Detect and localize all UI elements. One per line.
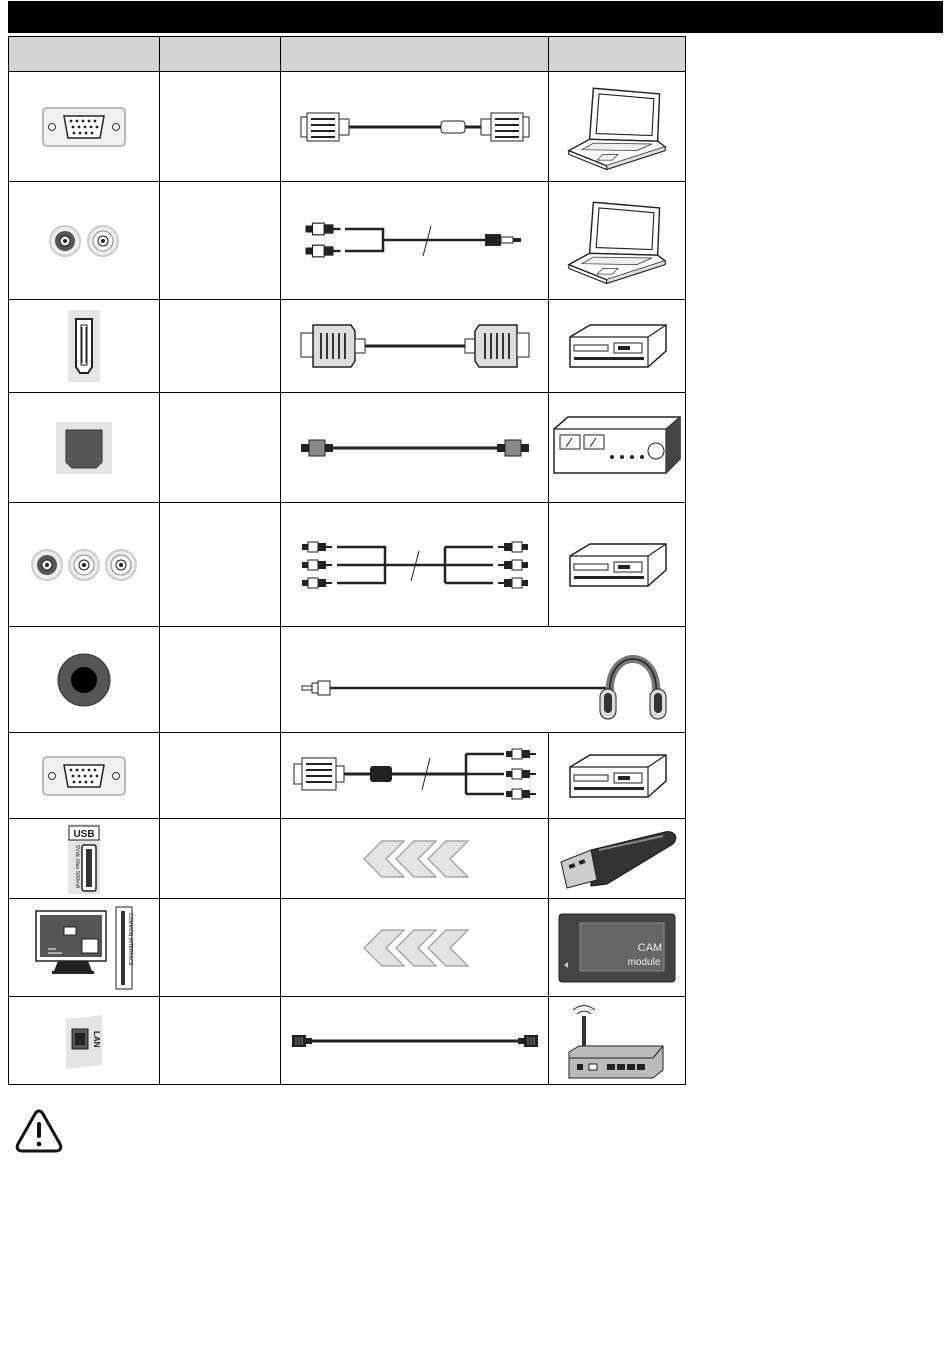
optical-port-icon bbox=[56, 422, 112, 474]
table-row bbox=[9, 819, 686, 899]
connector-cell bbox=[9, 627, 160, 733]
connector-cell bbox=[9, 503, 160, 627]
cable-cell bbox=[281, 733, 549, 819]
cable-cell bbox=[281, 182, 549, 300]
component-port-icon bbox=[29, 548, 139, 582]
device-cell bbox=[549, 997, 686, 1085]
type-cell bbox=[160, 182, 281, 300]
cam-module-label: module bbox=[627, 956, 661, 968]
dvd-player-icon bbox=[562, 751, 672, 801]
type-cell bbox=[160, 300, 281, 393]
optical-cable-icon bbox=[295, 433, 535, 463]
type-cell bbox=[160, 997, 281, 1085]
lan-port-icon bbox=[64, 1013, 104, 1069]
dvd-player-icon bbox=[562, 321, 672, 371]
device-cell bbox=[549, 300, 686, 393]
dvd-player-icon bbox=[562, 540, 672, 590]
device-cell bbox=[549, 182, 686, 300]
table-row bbox=[9, 72, 686, 182]
vga-to-component-cable-icon bbox=[290, 744, 540, 808]
ci-side-label: COMMON INTERFACE bbox=[127, 912, 133, 966]
header-type bbox=[160, 37, 281, 72]
component-cable-icon bbox=[293, 539, 537, 591]
table-row bbox=[9, 503, 686, 627]
router-icon bbox=[565, 1002, 669, 1080]
laptop-icon bbox=[565, 84, 669, 170]
cable-cell bbox=[281, 819, 549, 899]
header-connector bbox=[9, 37, 160, 72]
device-cell bbox=[549, 733, 686, 819]
hdmi-cable-icon bbox=[295, 319, 535, 373]
cam-module-icon bbox=[558, 913, 676, 983]
device-cell bbox=[549, 72, 686, 182]
type-cell bbox=[160, 627, 281, 733]
cam-label: CAM bbox=[637, 941, 663, 954]
usb-port-icon bbox=[67, 823, 101, 895]
cable-cell bbox=[281, 393, 549, 503]
type-cell bbox=[160, 393, 281, 503]
laptop-icon bbox=[565, 198, 669, 284]
header-device bbox=[549, 37, 686, 72]
device-cell bbox=[549, 899, 686, 997]
cable-cell bbox=[281, 72, 549, 182]
headphones-icon bbox=[600, 659, 666, 719]
headphone-jack-icon bbox=[56, 652, 112, 708]
cable-cell bbox=[281, 503, 549, 627]
connector-cell bbox=[9, 393, 160, 503]
type-cell bbox=[160, 733, 281, 819]
vga-port-icon bbox=[42, 756, 126, 796]
rca-audio-port-icon bbox=[47, 224, 121, 258]
connections-table bbox=[8, 36, 686, 1085]
cable-cell bbox=[281, 627, 686, 733]
table-row bbox=[9, 300, 686, 393]
usb-label: USB bbox=[73, 828, 95, 840]
usb-stick-icon bbox=[555, 828, 679, 890]
connector-cell bbox=[9, 72, 160, 182]
table-row bbox=[9, 899, 686, 997]
audio-amplifier-icon bbox=[552, 415, 682, 481]
rca-to-minijack-cable-icon bbox=[295, 216, 535, 266]
connector-cell bbox=[9, 733, 160, 819]
vga-cable-icon bbox=[295, 105, 535, 149]
device-cell bbox=[549, 819, 686, 899]
type-cell bbox=[160, 819, 281, 899]
type-cell bbox=[160, 899, 281, 997]
table-row bbox=[9, 182, 686, 300]
ethernet-cable-icon bbox=[288, 1029, 542, 1053]
insert-arrows-icon bbox=[360, 839, 470, 879]
connector-cell bbox=[9, 997, 160, 1085]
vga-port-icon bbox=[42, 107, 126, 147]
type-cell bbox=[160, 72, 281, 182]
table-row bbox=[9, 393, 686, 503]
cable-cell bbox=[281, 300, 549, 393]
table-row bbox=[9, 733, 686, 819]
connector-cell bbox=[9, 182, 160, 300]
lan-label: LAN bbox=[92, 1030, 101, 1047]
table-row bbox=[9, 997, 686, 1085]
cable-cell bbox=[281, 899, 549, 997]
section-header-bar bbox=[8, 1, 943, 33]
connector-cell bbox=[9, 899, 160, 997]
table-header-row bbox=[9, 37, 686, 72]
cable-cell bbox=[281, 997, 549, 1085]
device-cell bbox=[549, 393, 686, 503]
warning-triangle-icon bbox=[14, 1108, 64, 1154]
header-cables bbox=[281, 37, 549, 72]
type-cell bbox=[160, 503, 281, 627]
table-row bbox=[9, 627, 686, 733]
headphone-cable-icon bbox=[288, 637, 678, 723]
hdmi-port-icon bbox=[67, 309, 101, 383]
connector-cell bbox=[9, 300, 160, 393]
insert-arrows-icon bbox=[360, 928, 470, 968]
usb-side-label: 5Vdc Max 500mA bbox=[74, 844, 80, 888]
ci-slot-icon bbox=[32, 905, 136, 991]
device-cell bbox=[549, 503, 686, 627]
connector-cell bbox=[9, 819, 160, 899]
